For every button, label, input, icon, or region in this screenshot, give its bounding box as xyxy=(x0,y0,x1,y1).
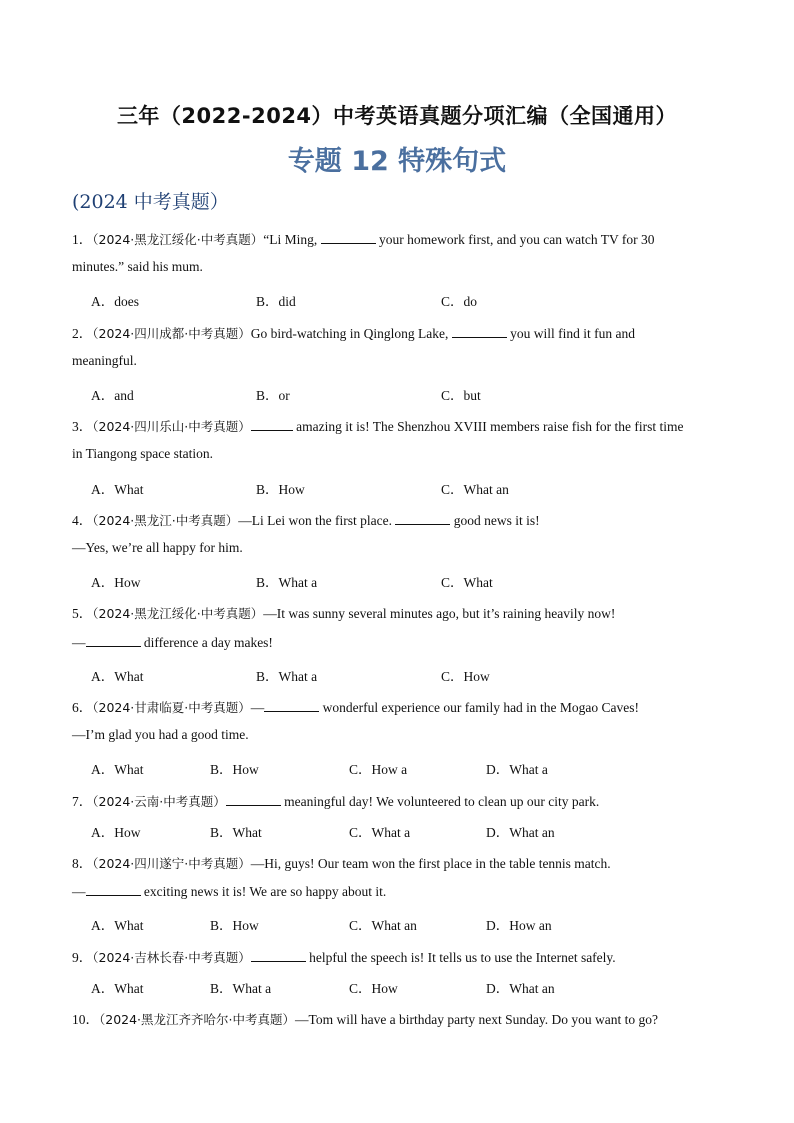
question-10-stem: 10．（2024·黑龙江齐齐哈尔·中考真题）—Tom will have a birthday party next Sunday. Do you want to go? xyxy=(72,1012,658,1027)
question-9-option-c: C．How xyxy=(349,981,398,996)
question-9-option-d: D．What an xyxy=(486,981,555,996)
question-6-option-a: A．What xyxy=(91,762,144,777)
question-3-option-c: C．What an xyxy=(441,482,509,497)
question-9-stem: 9．（2024·吉林长春·中考真题） helpful the speech is! It tells us to use the Internet safely. xyxy=(72,950,616,965)
question-8-stem: 8．（2024·四川遂宁·中考真题）—Hi, guys! Our team won the first place in the table tennis match. xyxy=(72,856,611,871)
topic-subtitle: 专题 12 特殊句式 xyxy=(287,146,507,177)
question-9-option-b: B．What a xyxy=(210,981,272,996)
question-6-option-c: C．How a xyxy=(349,762,408,777)
question-2-option-c: C．but xyxy=(441,388,481,403)
question-4-option-a: A．How xyxy=(91,575,141,590)
answer-blank xyxy=(86,634,141,647)
question-4-option-c: C．What xyxy=(441,575,493,590)
answer-blank xyxy=(251,418,293,431)
question-6-option-b: B．How xyxy=(210,762,259,777)
question-5-option-a: A．What xyxy=(91,669,144,684)
question-1-option-b: B．did xyxy=(256,294,296,309)
question-6-option-d: D．What a xyxy=(486,762,548,777)
answer-blank xyxy=(251,949,306,962)
question-2-stem: 2．（2024·四川成都·中考真题）Go bird-watching in Qinglong Lake, you will find it fun and xyxy=(72,326,635,341)
section-heading: (2024 中考真题） xyxy=(72,191,229,213)
question-8-option-d: D．How an xyxy=(486,918,552,933)
question-8-option-a: A．What xyxy=(91,918,144,933)
question-1-stem-cont: minutes.” said his mum. xyxy=(72,259,203,274)
question-5-option-c: C．How xyxy=(441,669,490,684)
question-7-option-b: B．What xyxy=(210,825,262,840)
page-title: 三年（2022-2024）中考英语真题分项汇编（全国通用） xyxy=(116,104,678,128)
question-4-stem: 4．（2024·黑龙江·中考真题）—Li Lei won the first place. good news it is! xyxy=(72,513,540,528)
question-3-stem-cont: in Tiangong space station. xyxy=(72,446,213,461)
question-6-stem: 6．（2024·甘肃临夏·中考真题）— wonderful experience our family had in the Mogao Caves! xyxy=(72,700,640,715)
answer-blank xyxy=(452,325,507,338)
answer-blank xyxy=(395,512,450,525)
question-6-stem-cont: —I’m glad you had a good time. xyxy=(72,727,249,742)
question-9-option-a: A．What xyxy=(91,981,144,996)
question-3-option-b: B．How xyxy=(256,482,305,497)
question-1-stem: 1．（2024·黑龙江绥化·中考真题）“Li Ming, your homework first, and you can watch TV for 30 xyxy=(72,232,655,247)
question-1-option-a: A．does xyxy=(91,294,139,309)
question-8-option-b: B．How xyxy=(210,918,259,933)
question-2-option-a: A．and xyxy=(91,388,134,403)
question-7-stem: 7．（2024·云南·中考真题） meaningful day! We volunteered to clean up our city park. xyxy=(72,794,600,809)
question-4-stem-cont: —Yes, we’re all happy for him. xyxy=(72,540,243,555)
question-1-option-c: C．do xyxy=(441,294,478,309)
question-2-option-b: B．or xyxy=(256,388,290,403)
question-5-stem: 5．（2024·黑龙江绥化·中考真题）—It was sunny several minutes ago, but it’s raining heavily now! xyxy=(72,606,616,621)
question-5-stem-cont: — difference a day makes! xyxy=(72,635,273,650)
question-7-option-a: A．How xyxy=(91,825,141,840)
question-8-stem-cont: — exciting news it is! We are so happy about it. xyxy=(72,884,387,899)
question-4-option-b: B．What a xyxy=(256,575,318,590)
answer-blank xyxy=(86,883,141,896)
question-7-option-c: C．What a xyxy=(349,825,411,840)
question-3-option-a: A．What xyxy=(91,482,144,497)
question-7-option-d: D．What an xyxy=(486,825,555,840)
answer-blank xyxy=(321,231,376,244)
question-3-stem: 3．（2024·四川乐山·中考真题） amazing it is! The Shenzhou XVIII members raise fish for the first time xyxy=(72,419,684,434)
question-2-stem-cont: meaningful. xyxy=(72,353,137,368)
question-5-option-b: B．What a xyxy=(256,669,318,684)
question-8-option-c: C．What an xyxy=(349,918,417,933)
answer-blank xyxy=(226,793,281,806)
answer-blank xyxy=(264,699,319,712)
